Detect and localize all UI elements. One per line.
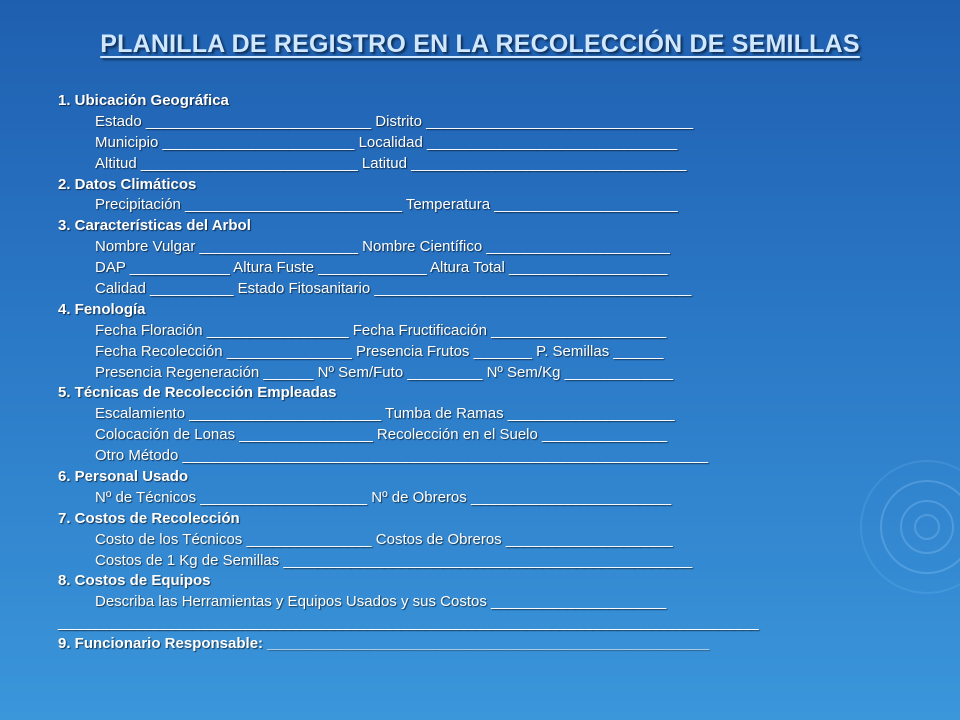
form-field-line: Fecha Floración _________________ Fecha Fructificación _____________________ [95,321,667,339]
form-field-line: Otro Método _______________________________________________________________ [95,447,709,465]
form-field-line: Nº de Técnicos ____________________ Nº de Obreros ________________________ [95,488,672,506]
form-field-line: DAP ____________ Altura Fuste _____________ Altura Total ___________________ [95,259,668,277]
form-field-line: Escalamiento _______________________ Tumba de Ramas ____________________ [95,405,675,423]
ripple-decoration [860,460,960,594]
form-field-line: Costo de los Técnicos _______________ Costos de Obreros ____________________ [95,530,673,548]
form-field-line: Nombre Vulgar ___________________ Nombre Científico ______________________ [95,238,670,256]
form-field-line: Fecha Recolección _______________ Presencia Frutos _______ P. Semillas ______ [95,342,664,360]
form-field-line: Precipitación __________________________ Temperatura ______________________ [95,196,678,214]
form-field-line: Presencia Regeneración ______ Nº Sem/Futo _________ Nº Sem/Kg _____________ [95,363,674,381]
form-field-line: Calidad __________ Estado Fitosanitario ______________________________________ [95,280,692,298]
section-heading: 9. Funcionario Responsable: _____________________________________________________ [58,635,710,653]
section-heading: 4. Fenología [58,300,146,318]
form-content [58,91,778,655]
form-field-line: Describa las Herramientas y Equipos Usados y sus Costos _____________________ [95,593,667,611]
form-field-line: Estado ___________________________ Distrito ________________________________ [95,112,694,130]
section-heading: 2. Datos Climáticos [58,175,197,193]
section-heading: 6. Personal Usado [58,468,189,486]
section-heading: 5. Técnicas de Recolección Empleadas [58,384,337,402]
blank-line: ____________________________________________________________________________________ [58,614,759,632]
section-heading: 3. Características del Arbol [58,217,251,235]
section-heading: 8. Costos de Equipos [58,572,211,590]
form-field-line: Municipio _______________________ Localidad ______________________________ [95,133,678,151]
form-field-line: Altitud __________________________ Latitud _________________________________ [95,154,687,172]
form-field-line: Colocación de Lonas ________________ Recolección en el Suelo _______________ [95,426,668,444]
section-heading: 7. Costos de Recolección [58,509,240,527]
page-title: PLANILLA DE REGISTRO EN LA RECOLECCIÓN DE SEMILLAS [100,30,860,58]
section-heading: 1. Ubicación Geográfica [58,92,229,109]
form-field-line: Costos de 1 Kg de Semillas _________________________________________________ [95,551,693,569]
